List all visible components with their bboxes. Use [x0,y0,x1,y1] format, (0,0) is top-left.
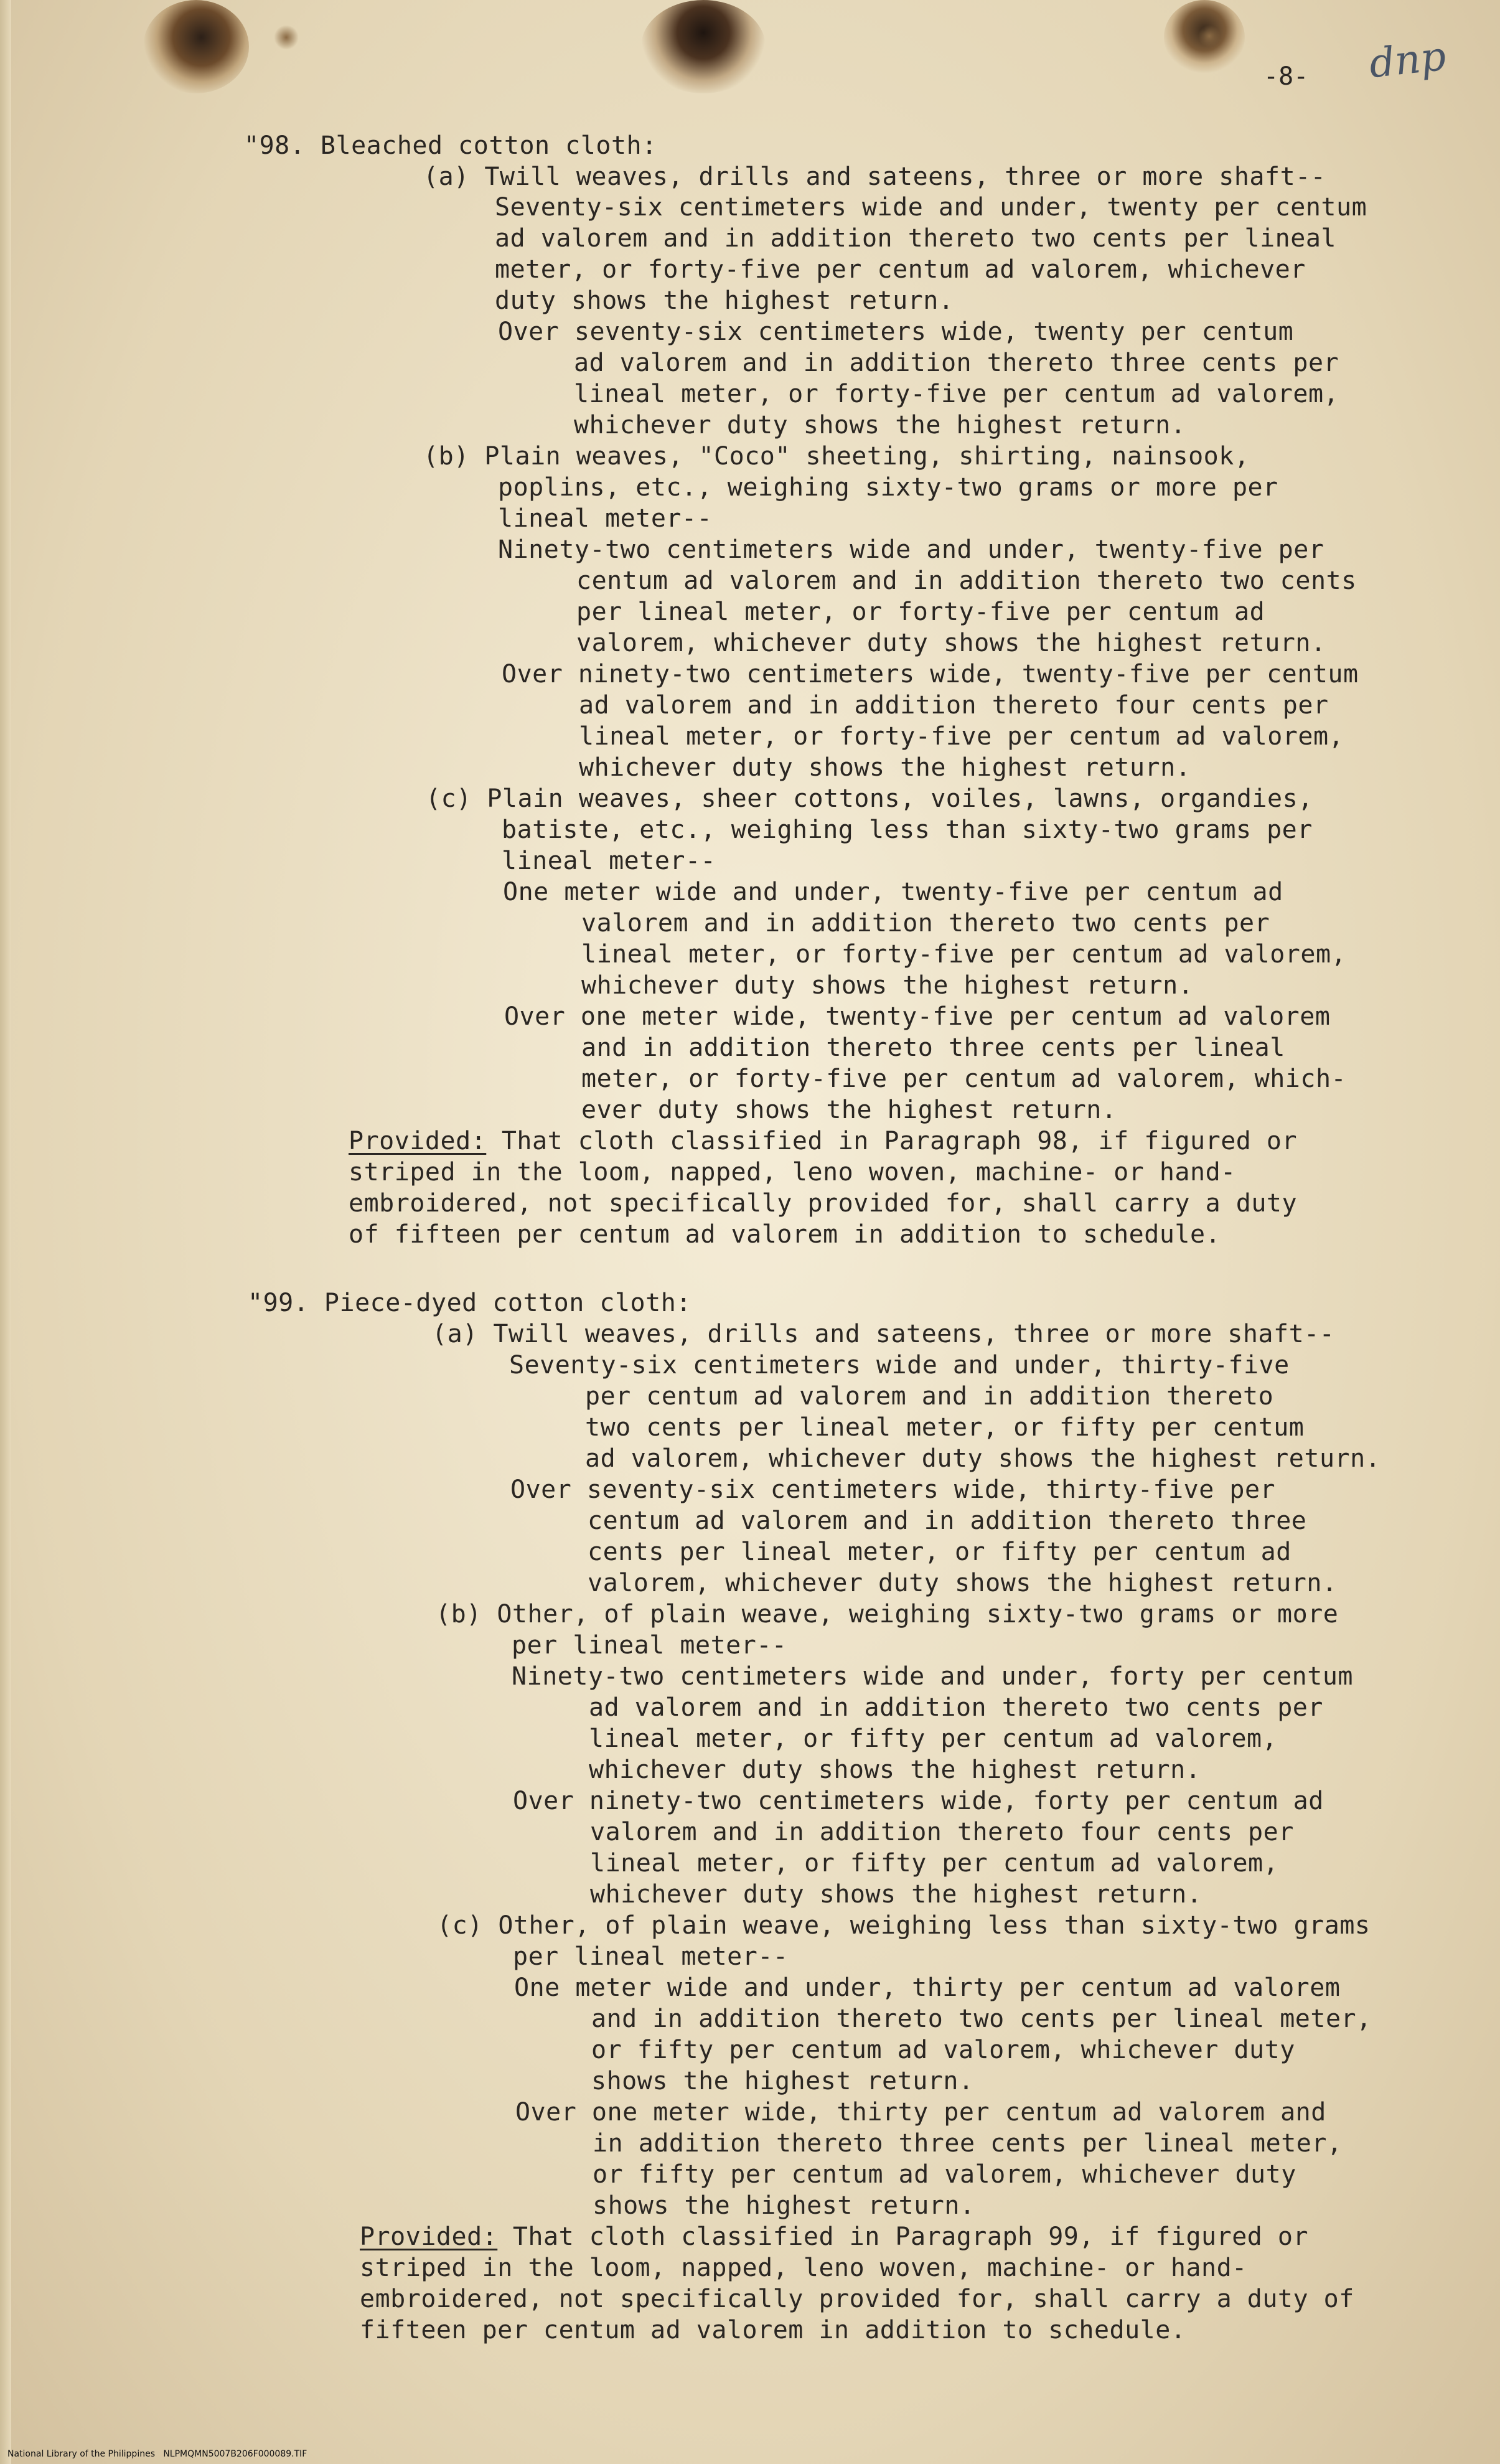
clause-line: embroidered, not specifically provided for, shall carry a duty of [360,2285,1354,2313]
clause-line: in addition thereto three cents per lineal meter, [593,2129,1343,2158]
proviso-text: That cloth classified in Paragraph 98, if figured or [486,1127,1298,1155]
clause-line: whichever duty shows the highest return. [574,411,1186,440]
clause-line: lineal meter-- [498,504,713,533]
subsection-99b-heading: (b) Other, of plain weave, weighing sixty-two grams or more [436,1600,1339,1629]
clause-line: One meter wide and under, thirty per centum ad valorem [514,1973,1341,2002]
clause-line: Ninety-two centimeters wide and under, forty per centum [512,1662,1354,1691]
clause-line: whichever duty shows the highest return. [589,1756,1201,1784]
handwritten-initials: dnp [1367,33,1448,88]
subsection-99a-heading: (a) Twill weaves, drills and sateens, three or more shaft-- [432,1320,1335,1348]
proviso-98 [349,1126,1297,1157]
page-number: -8- [1263,62,1309,91]
clause-line: valorem, whichever duty shows the highest return. [576,629,1326,657]
clause-line: ad valorem, whichever duty shows the highest return. [585,1444,1381,1473]
clause-line: or fifty per centum ad valorem, whichever duty [591,2036,1295,2064]
clause-line: and in addition thereto two cents per lineal meter, [591,2005,1372,2033]
clause-line: shows the highest return. [593,2191,975,2220]
clause-line: duty shows the highest return. [495,286,954,315]
clause-line: Ninety-two centimeters wide and under, twenty-five per [498,535,1324,564]
clause-line: of fifteen per centum ad valorem in addition to schedule. [349,1220,1221,1249]
clause-line: Seventy-six centimeters wide and under, twenty per centum [495,193,1367,222]
clause-line: meter, or forty-five per centum ad valorem, which- [581,1065,1347,1093]
clause-line: valorem and in addition thereto four cents per [590,1818,1294,1846]
clause-line: Seventy-six centimeters wide and under, thirty-five [509,1351,1290,1380]
clause-line: per lineal meter-- [512,1631,787,1660]
clause-line: Over seventy-six centimeters wide, thirty-five per [510,1475,1276,1504]
clause-line: valorem, whichever duty shows the highest return. [588,1569,1338,1597]
clause-line: valorem and in addition thereto two cents per [581,909,1270,938]
clause-line: Over one meter wide, twenty-five per centum ad valorem [504,1002,1331,1031]
clause-line: ad valorem and in addition thereto two cents per [589,1693,1323,1722]
subsection-98c-heading: (c) Plain weaves, sheer cottons, voiles, lawns, organdies, [426,784,1313,813]
clause-line: per lineal meter-- [513,1942,789,1971]
clause-line: centum ad valorem and in addition thereto three [588,1507,1307,1535]
clause-line: lineal meter, or forty-five per centum ad valorem, [574,380,1339,408]
subsection-98a-heading: (a) Twill weaves, drills and sateens, three or more shaft-- [423,162,1326,191]
clause-line: lineal meter, or forty-five per centum ad valorem, [579,722,1344,751]
proviso-99 [360,2221,1308,2252]
clause-line: fifteen per centum ad valorem in addition to schedule. [360,2316,1186,2344]
clause-line: per centum ad valorem and in addition thereto [585,1382,1274,1411]
clause-line: lineal meter, or forty-five per centum ad valorem, [581,940,1347,969]
clause-line: Over one meter wide, thirty per centum ad valorem and [515,2098,1326,2127]
clause-line: two cents per lineal meter, or fifty per centum [585,1413,1305,1442]
clause-line: ad valorem and in addition thereto four cents per [579,691,1329,720]
clause-line: One meter wide and under, twenty-five per centum ad [503,878,1283,906]
proviso-label: Provided: [349,1127,487,1155]
clause-line: whichever duty shows the highest return. [590,1880,1202,1909]
clause-line: whichever duty shows the highest return. [581,971,1194,1000]
clause-line: centum ad valorem and in addition thereto two cents [576,567,1357,595]
clause-line: ever duty shows the highest return. [581,1096,1117,1124]
proviso-label: Provided: [360,2222,498,2251]
section-heading-99: "99. Piece-dyed cotton cloth: [248,1289,691,1317]
clause-line: lineal meter, or fifty per centum ad valorem, [590,1849,1279,1878]
clause-line: per lineal meter, or forty-five per centum ad [576,598,1265,626]
clause-line: lineal meter-- [502,847,716,875]
clause-line: Over ninety-two centimeters wide, forty per centum ad [513,1787,1324,1815]
subsection-98b-heading: (b) Plain weaves, "Coco" sheeting, shirting, nainsook, [423,442,1250,471]
clause-line: lineal meter, or fifty per centum ad valorem, [589,1724,1278,1753]
clause-line: cents per lineal meter, or fifty per centum ad [588,1538,1291,1566]
clause-line: embroidered, not specifically provided for, shall carry a duty [349,1189,1298,1218]
clause-line: batiste, etc., weighing less than sixty-two grams per [502,816,1313,844]
clause-line: meter, or forty-five per centum ad valorem, whichever [495,255,1306,284]
clause-line: striped in the loom, napped, leno woven, machine- or hand- [349,1158,1236,1187]
subsection-99c-heading: (c) Other, of plain weave, weighing less than sixty-two grams [437,1911,1371,1940]
clause-line: and in addition thereto three cents per lineal [581,1033,1285,1062]
clause-line: shows the highest return. [591,2067,974,2095]
clause-line: Over ninety-two centimeters wide, twenty-five per centum [502,660,1359,689]
proviso-text: That cloth classified in Paragraph 99, if figured or [497,2222,1309,2251]
clause-line: striped in the loom, napped, leno woven, machine- or hand- [360,2254,1247,2282]
clause-line: poplins, etc., weighing sixty-two grams or more per [498,473,1278,502]
clause-line: whichever duty shows the highest return. [579,753,1191,782]
section-heading-98: "98. Bleached cotton cloth: [244,131,657,160]
clause-line: Over seventy-six centimeters wide, twenty per centum [498,317,1294,346]
clause-line: ad valorem and in addition thereto two cents per lineal [495,224,1337,253]
clause-line: ad valorem and in addition thereto three cents per [574,349,1339,377]
archive-footer: National Library of the Philippines NLPMQMN5007B206F000089.TIF [7,2449,307,2459]
clause-line: or fifty per centum ad valorem, whichever duty [593,2160,1296,2189]
